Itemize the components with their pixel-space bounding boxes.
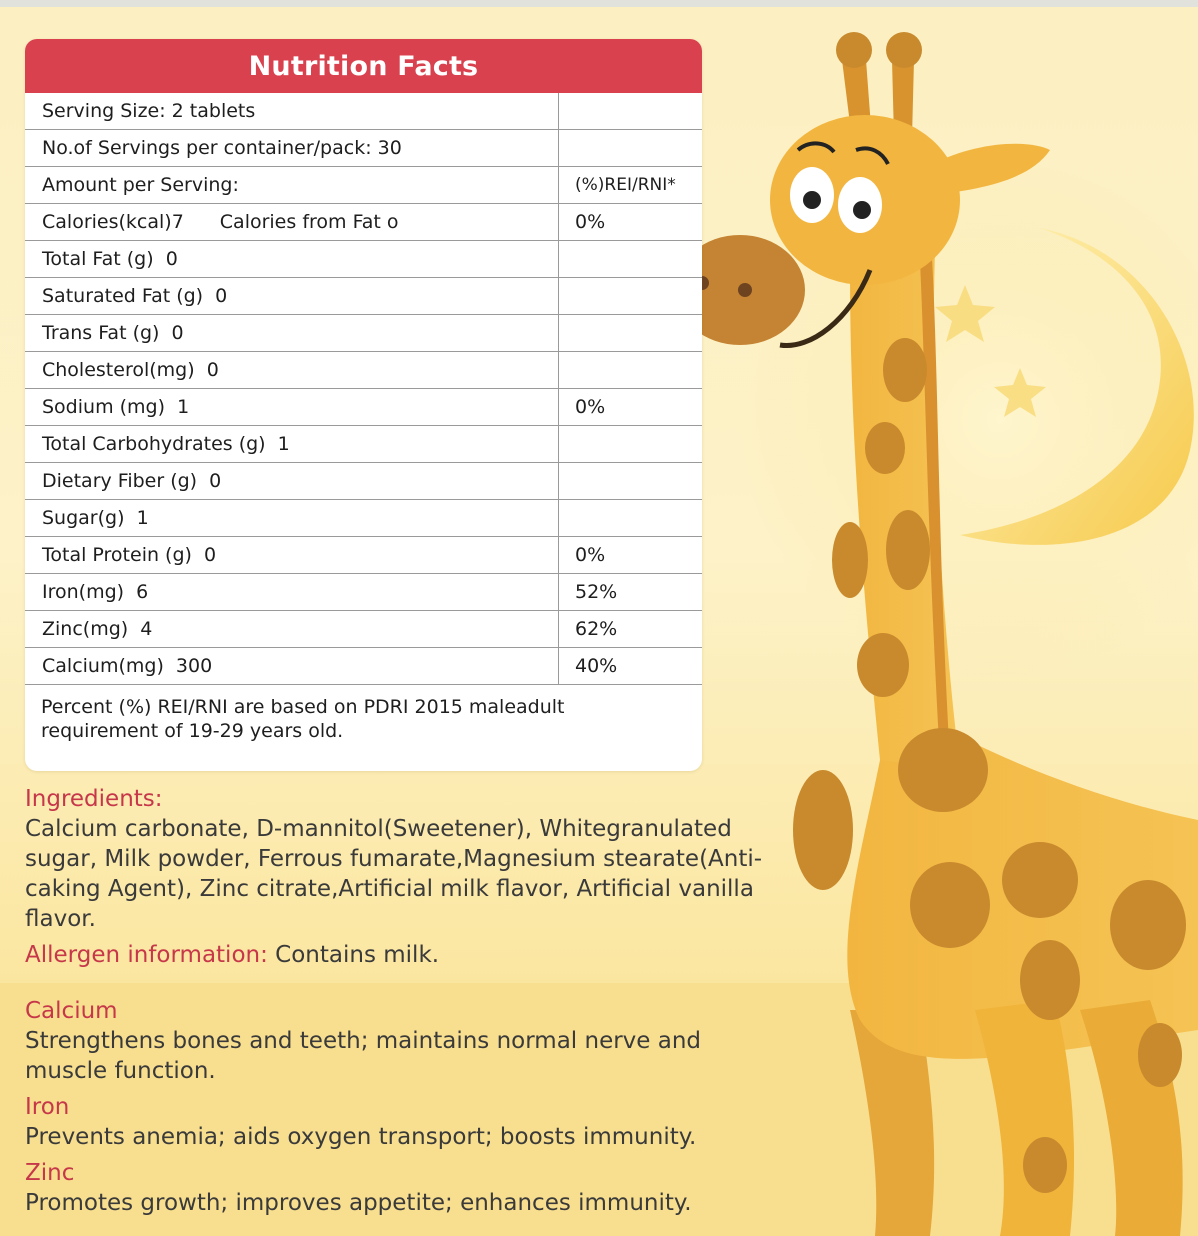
benefit-iron: [25, 1092, 765, 1152]
ingredients-heading: Ingredients:: [25, 786, 163, 812]
benefit-heading: Calcium: [25, 998, 118, 1024]
row-label: Total Carbohydrates (g) 1: [25, 426, 559, 462]
row-value: [559, 463, 702, 499]
table-row: [25, 352, 702, 389]
row-label: Serving Size: 2 tablets: [25, 93, 559, 129]
row-label: Dietary Fiber (g) 0: [25, 463, 559, 499]
footnote: Percent (%) REI/RNI are based on PDRI 2015 maleadult requirement of 19-29 years old.: [41, 696, 565, 742]
table-row: [25, 130, 702, 167]
row-value: 0%: [575, 544, 606, 566]
benefit-calcium: [25, 996, 765, 1086]
benefit-heading: Zinc: [25, 1160, 75, 1186]
benefit-heading: Iron: [25, 1094, 70, 1120]
row-label: Total Fat (g) 0: [25, 241, 559, 277]
row-value: [559, 315, 702, 351]
row-label: No.of Servings per container/pack: 30: [25, 130, 559, 166]
row-label: [25, 204, 559, 240]
ingredients-line: Calcium carbonate, D-mannitol(Sweetener), Whitegranulated: [25, 816, 732, 842]
table-row: [25, 648, 702, 685]
calories-from-fat-label: Calories from Fat o: [219, 211, 399, 233]
row-value: [559, 352, 702, 388]
row-label: Cholesterol(mg) 0: [25, 352, 559, 388]
ingredients-section: [25, 784, 765, 934]
table-row: [25, 204, 702, 241]
benefit-zinc: [25, 1158, 765, 1218]
table-row: [25, 426, 702, 463]
table-row: [25, 463, 702, 500]
row-label: Sugar(g) 1: [25, 500, 559, 536]
row-label: Iron(mg) 6: [25, 574, 559, 610]
row-label: Zinc(mg) 4: [25, 611, 559, 647]
row-value: [559, 500, 702, 536]
benefit-line: Prevents anemia; aids oxygen transport; boosts immunity.: [25, 1124, 697, 1150]
benefit-line: Promotes growth; improves appetite; enhances immunity.: [25, 1190, 692, 1216]
table-row: [25, 500, 702, 537]
table-row: [25, 167, 702, 204]
row-value: [559, 130, 702, 166]
row-value: [559, 278, 702, 314]
row-value: 40%: [575, 655, 618, 677]
table-row: [25, 611, 702, 648]
table-row: [25, 537, 702, 574]
row-value: [559, 93, 702, 129]
row-label: Trans Fat (g) 0: [25, 315, 559, 351]
table-row: [25, 574, 702, 611]
ingredients-line: caking Agent), Zinc citrate,Artificial milk flavor, Artificial vanilla: [25, 876, 754, 902]
ingredients-line: flavor.: [25, 906, 96, 932]
benefit-line: Strengthens bones and teeth; maintains normal nerve and: [25, 1028, 702, 1054]
nutrition-facts-title: Nutrition Facts: [25, 39, 702, 93]
table-row: [25, 389, 702, 426]
row-label: Amount per Serving:: [25, 167, 559, 203]
row-value: 62%: [575, 618, 618, 640]
allergen-section: [25, 940, 765, 970]
row-value: 0%: [575, 396, 606, 418]
row-value: [559, 426, 702, 462]
benefit-line: muscle function.: [25, 1058, 216, 1084]
table-row: [25, 278, 702, 315]
allergen-text: Contains milk.: [267, 942, 440, 968]
row-value: [559, 241, 702, 277]
calories-label: Calories(kcal)7: [42, 211, 184, 233]
row-label: Total Protein (g) 0: [25, 537, 559, 573]
row-value: (%)REI/RNI*: [575, 175, 676, 195]
table-row: [25, 315, 702, 352]
table-row: [25, 241, 702, 278]
table-row: [25, 93, 702, 130]
row-label: Calcium(mg) 300: [25, 648, 559, 684]
row-label: Sodium (mg) 1: [25, 389, 559, 425]
allergen-heading: Allergen information:: [25, 942, 268, 968]
nutrition-facts-card: [25, 39, 702, 771]
row-label: Saturated Fat (g) 0: [25, 278, 559, 314]
row-value: 0%: [575, 211, 606, 233]
ingredients-line: sugar, Milk powder, Ferrous fumarate,Magnesium stearate(Anti-: [25, 846, 763, 872]
row-value: 52%: [575, 581, 618, 603]
